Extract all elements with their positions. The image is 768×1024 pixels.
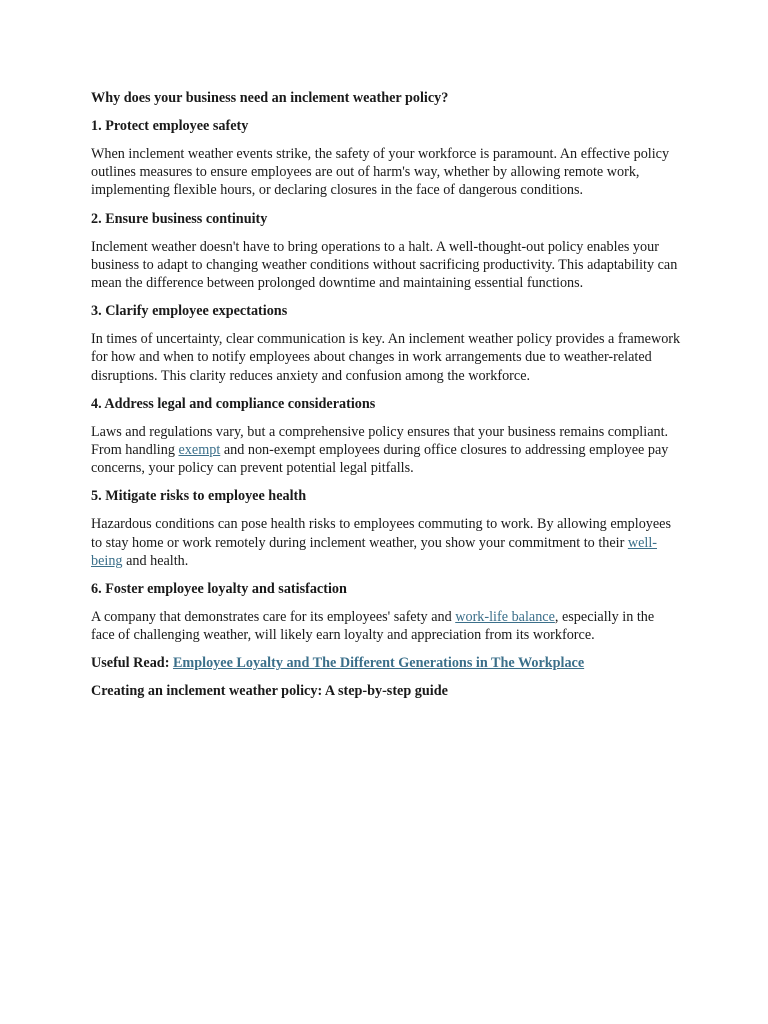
paragraph-text: Hazardous conditions can pose health risks to employees commuting to work. By allowing employees to stay home or work remotely during inclement weather, you show your commitment to their — [91, 516, 671, 551]
document-body — [91, 89, 681, 710]
paragraph-text: , especially in the face of challenging weather, will likely earn loyalty and appreciation from its workforce. — [91, 609, 655, 644]
section-paragraph-employee-expectations: In times of uncertainty, clear communication is key. An inclement weather policy provides a framework for how and when to notify employees about changes in work arrangements due to weather-related disruptions. This clarity reduces anxiety and confusion among the workforce. — [91, 331, 681, 384]
section-paragraph-business-continuity: Inclement weather doesn't have to bring operations to a halt. A well-thought-out policy enables your business to adapt to changing weather conditions without sacrificing productivity. This adaptability can mean the difference between prolonged downtime and maintaining essential functions. — [91, 238, 678, 292]
paragraph-text: Laws and regulations vary, but a comprehensive policy ensures that your business remains compliant. From handling — [91, 423, 669, 459]
paragraph-text: and health. — [122, 552, 189, 569]
section-heading-protect-safety: 1. Protect employee safety — [91, 118, 249, 134]
section-paragraph-legal-compliance — [91, 423, 681, 478]
section-paragraph-protect-safety: When inclement weather events strike, the safety of your workforce is paramount. An effective policy outlines measures to ensure employees are out of harm's way, whether by allowing remote work, implementing flexible hours, or declaring closures in the face of dangerous conditions. — [91, 146, 670, 199]
document-title: Why does your business need an inclement weather policy? — [91, 90, 449, 106]
useful-read-label: Useful Read: — [91, 655, 173, 672]
section-paragraph-employee-health — [91, 515, 681, 570]
section-heading-loyalty-satisfaction: 6. Foster employee loyalty and satisfaction — [91, 581, 347, 598]
section-heading-business-continuity: 2. Ensure business continuity — [91, 210, 268, 227]
guide-heading: Creating an inclement weather policy: A step-by-step guide — [91, 683, 448, 700]
well-being-link[interactable]: well-being — [91, 534, 658, 569]
paragraph-text: A company that demonstrates care for its employees' safety and — [91, 609, 456, 626]
paragraph-text: and non-exempt employees during office closures to addressing employee pay concerns, your policy can prevent potential legal pitfalls. — [91, 442, 669, 477]
section-heading-legal-compliance: 4. Address legal and compliance considerations — [91, 395, 376, 412]
section-heading-employee-health: 5. Mitigate risks to employee health — [91, 488, 307, 505]
useful-read-link[interactable]: Employee Loyalty and The Different Generations in The Workplace — [172, 655, 585, 672]
section-paragraph-loyalty-satisfaction — [91, 608, 681, 644]
exempt-link[interactable]: exempt — [178, 442, 221, 459]
useful-read — [91, 654, 681, 672]
section-heading-employee-expectations: 3. Clarify employee expectations — [91, 303, 288, 320]
work-life-balance-link[interactable]: work-life balance — [455, 609, 555, 626]
